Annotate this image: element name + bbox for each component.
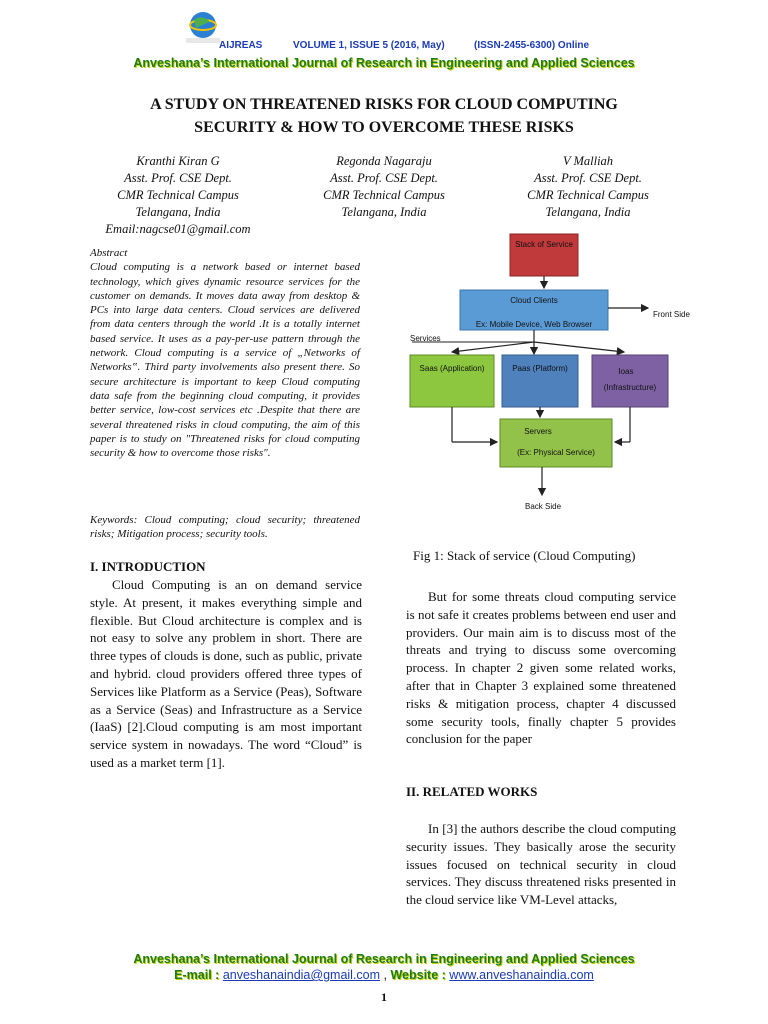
iaas-label-1: Ioas xyxy=(618,367,634,376)
paas-label: Paas (Platform) xyxy=(512,364,568,373)
journal-short: AIJREAS xyxy=(219,40,263,51)
right-paragraph-1 xyxy=(406,588,676,748)
saas-label: Saas (Application) xyxy=(419,364,485,373)
issn-info: (ISSN-2455-6300) Online xyxy=(474,40,590,51)
footer-journal-name: Anveshana’s International Journal of Research in Engineering and Applied Sciences xyxy=(133,952,635,966)
author-place: Telangana, India xyxy=(341,205,427,219)
clients-label-2: Ex: Mobile Device, Web Browser xyxy=(475,320,593,329)
email-link[interactable]: anveshanaindia@gmail.com xyxy=(222,968,381,982)
section-text-related-works xyxy=(406,820,676,909)
author-role: Asst. Prof. CSE Dept. xyxy=(330,171,438,185)
website-label: Website : xyxy=(390,968,446,982)
abstract xyxy=(90,246,360,460)
author-place: Telangana, India xyxy=(545,205,631,219)
author-name: Kranthi Kiran G xyxy=(136,154,220,168)
author-org: CMR Technical Campus xyxy=(323,188,445,202)
author-email: Email:nagcse01@gmail.com xyxy=(105,222,251,236)
clients-label-1: Cloud Clients xyxy=(510,296,558,305)
paas-box xyxy=(502,355,578,407)
author-org: CMR Technical Campus xyxy=(117,188,239,202)
author-role: Asst. Prof. CSE Dept. xyxy=(534,171,642,185)
iaas-label-2: (Infrastructure) xyxy=(603,383,657,392)
servers-box xyxy=(500,419,612,467)
journal-logo xyxy=(182,10,224,46)
footer-separator: , xyxy=(380,968,391,982)
right-paragraph-text: But for some threats cloud computing service is not safe it creates problems between end user and providers. Our main aim is to discuss most of the threats and trying to discuss some overcoming process. In chapter 2 given some related works, after that in Chapter 3 explained some threatened risks & mitigation process, chapter 4 discussed some security tools, finally chapter 5 provides conclusion for the paper xyxy=(406,589,676,747)
title-line-2: SECURITY & HOW TO OVERCOME THESE RISKS xyxy=(194,119,574,136)
title-line-1: A STUDY ON THREATENED RISKS FOR CLOUD COMPUTING xyxy=(150,96,618,113)
website-link[interactable]: www.anveshanaindia.com xyxy=(449,968,594,982)
author-name: Regonda Nagaraju xyxy=(336,154,432,168)
servers-label-2: (Ex: Physical Service) xyxy=(517,448,595,457)
section-heading-related-works: II. RELATED WORKS xyxy=(406,784,538,799)
footer-contact xyxy=(0,968,768,982)
services-label: Services xyxy=(410,334,441,343)
author-3 xyxy=(478,153,698,221)
email-label: E-mail : xyxy=(174,968,220,982)
servers-label-1: Servers xyxy=(524,427,552,436)
author-2 xyxy=(274,153,494,221)
figure-caption: Fig 1: Stack of service (Cloud Computing) xyxy=(413,548,636,563)
author-org: CMR Technical Campus xyxy=(527,188,649,202)
iaas-box xyxy=(592,355,668,407)
keywords: Keywords: Cloud computing; cloud security; threatened risks; Mitigation process; security tools. xyxy=(90,514,360,541)
back-side-label: Back Side xyxy=(525,502,562,511)
related-works-paragraph: In [3] the authors describe the cloud computing security issues. They basically arose the security issues focused on technical security in cloud services. They discuss threatened risks presented in the cloud service like VM-Level attacks, xyxy=(406,821,676,908)
abstract-heading: Abstract xyxy=(90,247,128,259)
intro-paragraph: Cloud Computing is an on demand service style. At present, it makes everything simple and flexible. But Cloud architecture is complex and is not easy to solve any problem in short. There are three types of clouds is done, such as public, private and hybrid. cloud providers offered three types of Services like Platform as a Service (Peas), Software as a Service (Seas) and Infrastructure as a Service (IaaS) [2].Cloud computing is am most important service system in nowadays. The word “Cloud” is used as a market term [1]. xyxy=(90,577,362,770)
page-number: 1 xyxy=(381,990,387,1004)
paper-title xyxy=(0,93,768,139)
section-text-introduction xyxy=(90,576,362,772)
journal-name: Anveshana’s International Journal of Research in Engineering and Applied Sciences xyxy=(133,56,635,70)
abstract-text: Cloud computing is a network based or internet based technology, which gives dynamic resource services for the customer on demands. It moves data away from desktop & PCs into large data centers. Cloud services are delivered from data centers through the world .It is a totally internet based service. It uses as a pay-per-use pattern through the network. Cloud computing is a service of „Networks of Networks‟. Third party involvements also present there. So secure architecture is important to keep Cloud computing data safe from the beginning cloud computing, it provides better service, low-cost services etc .Despite that there are several threatened risks in cloud computing, the aim of this paper is to study on "Threatened risks for cloud computing security & how to overcome those risks". xyxy=(90,261,360,460)
author-role: Asst. Prof. CSE Dept. xyxy=(124,171,232,185)
saas-box xyxy=(410,355,494,407)
author-place: Telangana, India xyxy=(135,205,221,219)
author-1 xyxy=(68,153,288,238)
front-side-label: Front Side xyxy=(653,310,690,319)
figure-stack-of-service xyxy=(404,230,704,520)
stack-label: Stack of Service xyxy=(515,240,573,249)
section-heading-introduction: I. INTRODUCTION xyxy=(90,559,206,574)
author-name: V Malliah xyxy=(562,154,614,168)
volume-info: VOLUME 1, ISSUE 5 (2016, May) xyxy=(293,40,445,51)
